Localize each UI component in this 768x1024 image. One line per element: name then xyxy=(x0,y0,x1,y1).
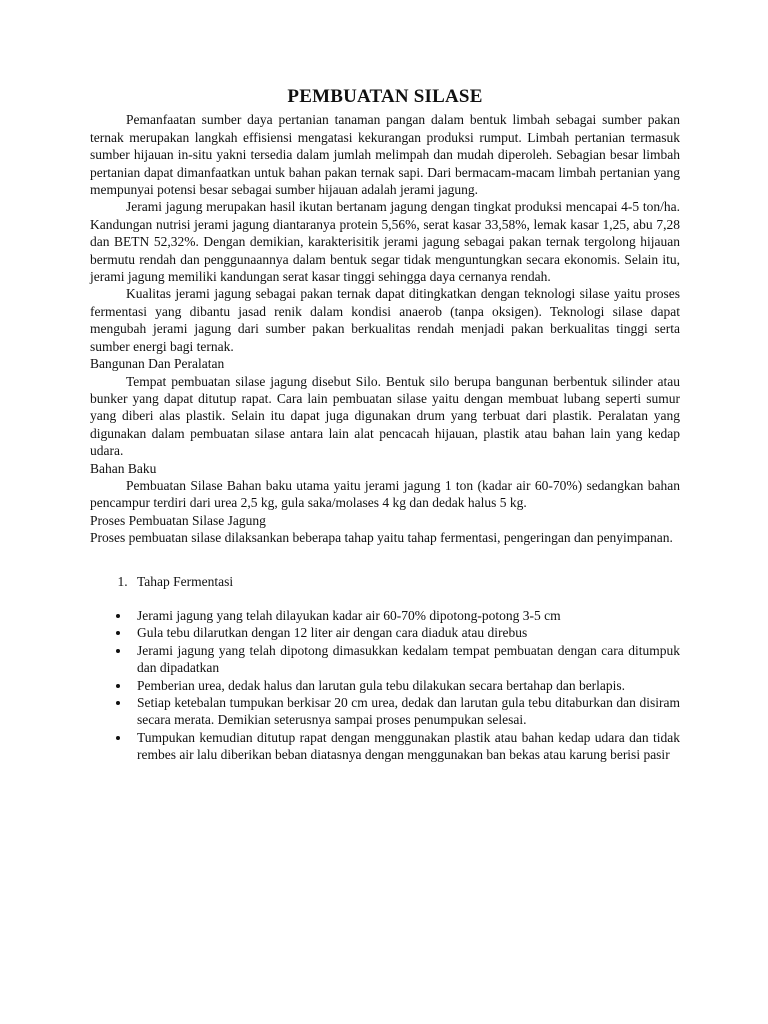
bullet-item: • Setiap ketebalan tumpukan berkisar 20 cm urea, dedak dan larutan gula tebu ditaburkan dan disiram secara merata. Demikian seterusnya sampai proses penumpukan selesai. xyxy=(131,694,680,729)
intro-paragraph-3: Kualitas jerami jagung sebagai pakan ternak dapat ditingkatkan dengan teknologi silase yaitu proses fermentasi yang dibantu jasad renik dalam kondisi anaerob (tanpa oksigen). Teknologi silase dapat mengubah jerami jagung dari sumber pakan berkualitas rendah menjadi pakan berkualitas tinggi serta sumber energi bagi ternak. xyxy=(90,286,680,354)
section-heading-bahan: Bahan Baku xyxy=(90,460,157,476)
bullet-list xyxy=(90,607,680,764)
intro-paragraph-1: Pemanfaatan sumber daya pertanian tanaman pangan dalam bentuk limbah sebagai sumber pakan ternak merupakan langkah effisiensi mengatasi kekurangan produksi rumput. Limbah pertanian termasuk sumber hijauan in-situ yakni tersedia dalam jumlah melimpah dan mudah diperoleh. Sebagian besar limbah pertanian dapat dimanfaatkan untuk bahan pakan ternak sapi. Dari bermacam-macam limbah pertanian yang mempunyai potensi besar sebagai sumber hijauan adalah jerami jagung. xyxy=(90,112,680,198)
section-text-bangunan: Tempat pembuatan silase jagung disebut Silo. Bentuk silo berupa bangunan berbentuk silinder atau bunker yang dapat ditutup rapat. Cara lain pembuatan silase yaitu dengan membuat lubang seperti sumur yang diberi alas plastik. Selain itu dapat juga digunakan drum yang terbuat dari plastik. Peralatan yang digunakan dalam pembuatan silase antara lain alat pencacah hijauan, plastik atau bahan lain yang kedap udara. xyxy=(90,373,680,459)
section-heading-proses: Proses Pembuatan Silase Jagung xyxy=(90,512,266,528)
bullet-item: • Tumpukan kemudian ditutup rapat dengan menggunakan plastik atau bahan kedap udara dan tidak rembes air lalu diberikan beban diatasnya dengan menggunakan ban bekas atau karung berisi pasir xyxy=(131,729,680,764)
numbered-item-tahap-fermentasi: 1. Tahap Fermentasi xyxy=(131,573,680,590)
section-heading-bangunan: Bangunan Dan Peralatan xyxy=(90,356,225,372)
document-body xyxy=(90,80,680,764)
intro-paragraph-2: Jerami jagung merupakan hasil ikutan bertanam jagung dengan tingkat produksi mencapai 4-5 ton/ha. Kandungan nutrisi jerami jagung diantaranya protein 5,56%, serat kasar 33,58%, lemak kasar 1,25, abu 7,28 dan BETN 52,32%. Dengan demikian, karakterisitik jerami jagung sebagai pakan ternak tergolong hijauan bermutu rendah dan penggunaannya dalam bentuk segar tidak menguntungkan secara ekonomis. Selain itu, jerami jagung memiliki kandungan serat kasar tinggi sehingga daya cernanya rendah. xyxy=(90,199,680,285)
section-text-proses: Proses pembuatan silase dilaksankan beberapa tahap yaitu tahap fermentasi, pengeringan dan penyimpanan. xyxy=(90,530,673,546)
bullet-item: • Jerami jagung yang telah dipotong dimasukkan kedalam tempat pembuatan dengan cara ditumpuk dan dipadatkan xyxy=(131,642,680,677)
bullet-item: • Gula tebu dilarutkan dengan 12 liter air dengan cara diaduk atau direbus xyxy=(131,624,680,641)
bullet-item: • Jerami jagung yang telah dilayukan kadar air 60-70% dipotong-potong 3-5 cm xyxy=(131,607,680,624)
bullet-item: • Pemberian urea, dedak halus dan larutan gula tebu dilakukan secara bertahap dan berlapis. xyxy=(131,677,680,694)
document-title: PEMBUATAN SILASE xyxy=(287,86,483,107)
section-text-bahan: Pembuatan Silase Bahan baku utama yaitu jerami jagung 1 ton (kadar air 60-70%) sedangkan bahan pencampur terdiri dari urea 2,5 kg, gula saka/molases 4 kg dan dedak halus 5 kg. xyxy=(90,477,680,511)
numbered-list xyxy=(90,573,680,590)
